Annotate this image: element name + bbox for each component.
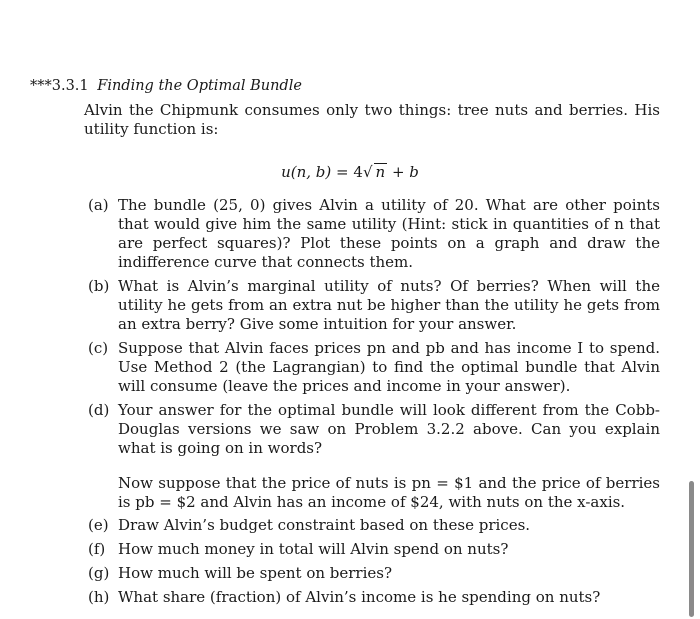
vertical-scrollbar[interactable] <box>689 481 694 617</box>
question-label: (f) <box>88 540 106 558</box>
question-c <box>88 339 660 396</box>
question-h <box>88 588 660 607</box>
question-text: What share (fraction) of Alvin’s income is he spending on nuts? <box>118 588 601 606</box>
question-g <box>88 564 660 583</box>
sqrt-symbol: √ <box>362 163 373 181</box>
question-a <box>88 196 660 272</box>
equation-equals: = 4 <box>336 163 363 181</box>
question-text: Your answer for the optimal bundle will look different from the Cobb-Douglas versions we saw on Problem 3.2.2 above. Can you explain what is going on in words? <box>118 401 660 457</box>
equation-rhs: + b <box>391 163 419 181</box>
question-label: (g) <box>88 564 110 582</box>
question-text: What is Alvin’s marginal utility of nuts? Of berries? When will the utility he gets from an extra nut be higher than the utility he gets from an extra berry? Give some intuition for your answer. <box>118 277 660 333</box>
intro-paragraph: Alvin the Chipmunk consumes only two things: tree nuts and berries. His utility function is: <box>84 101 660 138</box>
question-list-e-h <box>88 516 660 607</box>
question-text: Draw Alvin’s budget constraint based on these prices. <box>118 516 531 534</box>
question-text: The bundle (25, 0) gives Alvin a utility of 20. What are other points that would give him the same utility (Hint: stick in quantities of n that are perfect squares)? Plot these points on a graph and draw the indifference curve that connects them. <box>118 196 660 271</box>
section-number: ***3.3.1 <box>30 78 89 94</box>
equation-radicand: n <box>375 163 386 181</box>
question-label: (b) <box>88 277 110 295</box>
question-text: How much money in total will Alvin spend on nuts? <box>118 540 509 558</box>
question-list-a-d <box>88 196 660 458</box>
question-text: Suppose that Alvin faces prices pn and pb and has income I to spend. Use Method 2 (the Lagrangian) to find the optimal bundle that Alvin will consume (leave the prices and income in your answer). <box>118 339 660 395</box>
equation-lhs: u(n, b) <box>281 163 332 181</box>
question-label: (e) <box>88 516 109 534</box>
utility-equation <box>0 163 700 181</box>
section-title: Finding the Optimal Bundle <box>97 78 302 94</box>
question-b <box>88 277 660 334</box>
question-label: (c) <box>88 339 109 357</box>
price-note: Now suppose that the price of nuts is pn = $1 and the price of berries is pb = $2 and Alvin has an income of $24, with nuts on the x-axis. <box>118 474 660 511</box>
question-f <box>88 540 660 559</box>
question-label: (h) <box>88 588 110 606</box>
question-e <box>88 516 660 535</box>
question-text: How much will be spent on berries? <box>118 564 393 582</box>
question-label: (d) <box>88 401 110 419</box>
section-heading <box>30 78 302 94</box>
question-label: (a) <box>88 196 109 214</box>
question-d <box>88 401 660 458</box>
